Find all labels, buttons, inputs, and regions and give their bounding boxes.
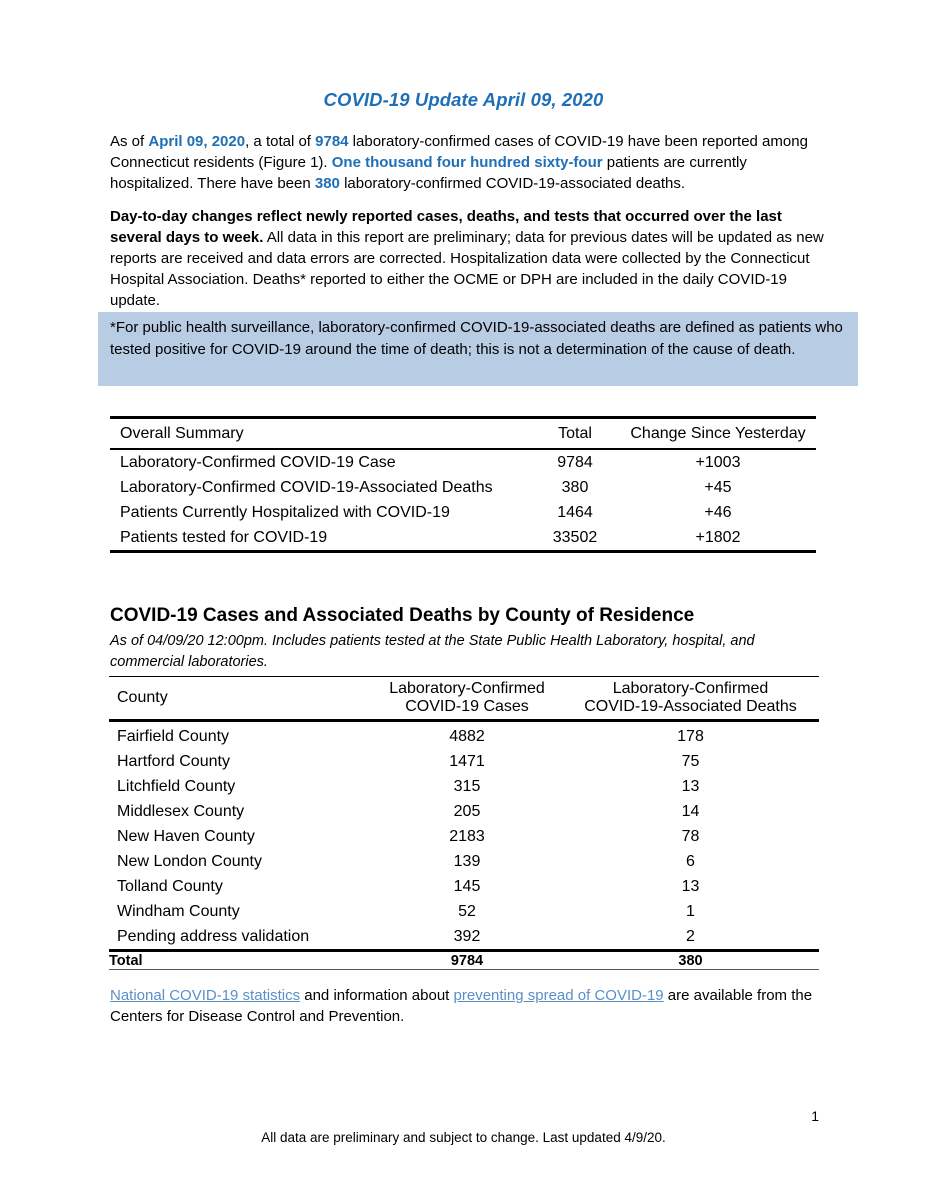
county-section-subtitle: As of 04/09/20 12:00pm. Includes patients tested at the State Public Health Laboratory, hospital, and commercial laboratories. [110, 633, 755, 670]
changes-paragraph [110, 206, 830, 311]
summary-total: 1464 [557, 503, 593, 521]
intro-text-1: As of [110, 133, 149, 150]
county-name: Litchfield County [117, 777, 236, 795]
footer-note: All data are preliminary and subject to change. Last updated 4/9/20. [261, 1130, 666, 1145]
county-row [109, 774, 819, 799]
county-header-cases [372, 677, 562, 721]
county-header-deaths-line2: COVID-19-Associated Deaths [584, 698, 797, 715]
summary-table [110, 416, 816, 553]
page-number: 1 [811, 1108, 819, 1124]
summary-row [110, 525, 816, 552]
links-text-2: are available from the Centers for Disease Control and Prevention. [110, 987, 813, 1025]
county-deaths: 13 [681, 877, 700, 895]
page-title: COVID-19 Update April 09, 2020 [323, 89, 604, 110]
county-name: Middlesex County [117, 802, 245, 820]
county-row [109, 799, 819, 824]
changes-bold: Day-to-day changes reflect newly reported cases, deaths, and tests that occurred over the last several days to week. [110, 208, 782, 246]
county-cases: 52 [458, 902, 476, 920]
summary-change: +46 [704, 503, 732, 521]
county-name: Pending address validation [117, 927, 310, 945]
county-row [109, 874, 819, 899]
summary-header-row [110, 418, 816, 450]
county-cases: 145 [453, 877, 481, 895]
county-total-cases: 9784 [372, 951, 562, 970]
intro-deaths: 380 [314, 175, 340, 192]
county-deaths: 13 [681, 777, 700, 795]
intro-text-2: , a total of [245, 133, 316, 150]
county-cases: 2183 [449, 827, 485, 845]
intro-text-3: laboratory-confirmed cases of COVID-19 have been reported among Connecticut residents (Figure 1). [110, 133, 808, 171]
summary-header-label: Overall Summary [110, 418, 530, 450]
county-name: Fairfield County [117, 727, 230, 745]
county-total-deaths: 380 [562, 951, 819, 970]
county-table [109, 676, 819, 970]
summary-label: Patients tested for COVID-19 [110, 525, 530, 552]
county-deaths: 6 [686, 852, 695, 870]
county-header-county: County [109, 677, 372, 721]
summary-row [110, 449, 816, 475]
summary-header-change: Change Since Yesterday [620, 418, 816, 450]
cdc-links-paragraph [110, 985, 830, 1027]
summary-label: Patients Currently Hospitalized with COVID-19 [120, 503, 450, 521]
national-statistics-link[interactable]: National COVID-19 statistics [110, 987, 301, 1004]
county-name: New Haven County [117, 827, 255, 845]
county-name: Tolland County [117, 877, 223, 895]
county-deaths: 2 [686, 927, 695, 945]
summary-label: Laboratory-Confirmed COVID-19-Associated Deaths [120, 478, 493, 496]
county-deaths: 14 [681, 802, 700, 820]
summary-row [110, 500, 816, 525]
county-section-title: COVID-19 Cases and Associated Deaths by County of Residence [110, 605, 695, 626]
county-row [109, 924, 819, 951]
summary-label: Laboratory-Confirmed COVID-19 Case [120, 453, 396, 471]
county-row [109, 899, 819, 924]
county-deaths: 1 [686, 902, 695, 920]
changes-rest: All data in this report are preliminary; data for previous dates will be updated as new reports are received and data errors are corrected. Hospitalization data were collected by the Connecticut Hospital Association. Deaths* reported to either the OCME or DPH are included in the daily COVID-19 update. [110, 229, 824, 309]
intro-date: April 09, 2020 [148, 133, 246, 150]
county-header-cases-line2: COVID-19 Cases [405, 698, 529, 715]
county-deaths: 75 [681, 752, 700, 770]
county-header-row [109, 677, 819, 721]
intro-paragraph [110, 131, 830, 194]
county-cases: 392 [453, 927, 481, 945]
county-header-deaths [562, 677, 819, 721]
county-cases: 4882 [449, 727, 485, 745]
county-total-label: Total [109, 951, 372, 970]
links-text-1: and information about [300, 987, 454, 1004]
intro-cases: 9784 [315, 133, 349, 150]
county-cases: 139 [453, 852, 481, 870]
summary-change: +1003 [695, 453, 741, 471]
county-header-deaths-line1: Laboratory-Confirmed [612, 680, 769, 697]
county-total-row [109, 951, 819, 970]
county-cases: 315 [453, 777, 481, 795]
death-definition-note: *For public health surveillance, laboratory-confirmed COVID-19-associated deaths are defined as patients who tested positive for COVID-19 around the time of death; this is not a determination of the cause of death. [98, 312, 858, 386]
intro-text-5: laboratory-confirmed COVID-19-associated deaths. [339, 175, 686, 192]
summary-header-total: Total [530, 418, 620, 450]
summary-total: 33502 [530, 525, 620, 552]
county-row [109, 849, 819, 874]
county-name: Hartford County [117, 752, 230, 770]
summary-change: +45 [704, 478, 732, 496]
county-header-cases-line1: Laboratory-Confirmed [389, 680, 545, 697]
county-name: Windham County [117, 902, 240, 920]
county-name: New London County [117, 852, 262, 870]
county-deaths: 178 [677, 727, 704, 745]
preventing-spread-link[interactable]: preventing spread of COVID-19 [453, 987, 664, 1004]
intro-text-4: patients are currently hospitalized. There have been [110, 154, 747, 192]
county-cases: 1471 [449, 752, 485, 770]
county-row [109, 749, 819, 774]
intro-hospitalized: One thousand four hundred sixty-four [331, 154, 603, 171]
county-deaths: 78 [681, 827, 700, 845]
summary-total: 9784 [557, 453, 593, 471]
county-row [109, 721, 819, 750]
summary-row [110, 475, 816, 500]
county-cases: 205 [453, 802, 481, 820]
county-row [109, 824, 819, 849]
summary-change: +1802 [620, 525, 816, 552]
summary-total: 380 [561, 478, 589, 496]
